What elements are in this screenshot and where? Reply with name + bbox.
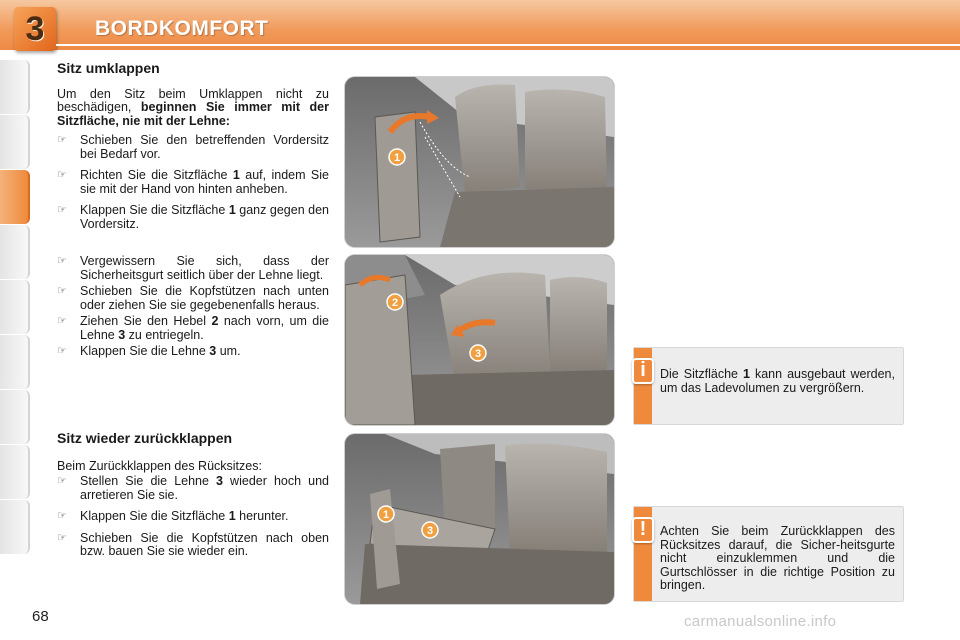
header-divider bbox=[56, 44, 960, 46]
section-fold-seat-continued bbox=[57, 255, 329, 362]
unfold-steps-list bbox=[57, 475, 329, 559]
step-item: ☞ Klappen Sie die Lehne 3 um. bbox=[57, 344, 241, 358]
chapter-tab-8[interactable] bbox=[0, 445, 30, 499]
unfold-intro: Beim Zurückklappen des Rücksitzes: bbox=[57, 458, 262, 473]
step-item: ☞ Klappen Sie die Sitzfläche 1 herunter. bbox=[57, 509, 289, 523]
callout-label: 1 bbox=[393, 152, 401, 164]
chapter-tab-6[interactable] bbox=[0, 335, 30, 389]
chapter-tab-4[interactable] bbox=[0, 225, 30, 279]
pointing-hand-icon: ☞ bbox=[57, 510, 67, 522]
pointing-hand-icon: ☞ bbox=[57, 134, 67, 146]
page-number: 68 bbox=[32, 608, 49, 625]
info-icon: i bbox=[632, 358, 654, 384]
callout-label: 2 bbox=[391, 297, 399, 309]
intro-bold-text: beginnen Sie immer mit der Sitzfläche, nie mit der Lehne: bbox=[57, 100, 329, 128]
pointing-hand-icon: ☞ bbox=[57, 204, 67, 216]
figure-seat-return bbox=[345, 434, 614, 604]
chapter-tab-3-active[interactable] bbox=[0, 170, 30, 224]
chapter-tab-5[interactable] bbox=[0, 280, 30, 334]
chapter-tab-9[interactable] bbox=[0, 500, 30, 554]
chapter-tab-rail bbox=[0, 60, 30, 580]
figure-seat-cushion-raise bbox=[345, 77, 614, 247]
fold-steps-list-b bbox=[57, 255, 329, 359]
section-heading: Sitz umklappen bbox=[57, 60, 160, 76]
step-item: ☞ Richten Sie die Sitzfläche 1 auf, indem Sie sie mit der Hand von hinten anheben. bbox=[57, 168, 329, 196]
section-heading: Sitz wieder zurückklappen bbox=[57, 430, 233, 446]
pointing-hand-icon: ☞ bbox=[57, 315, 67, 327]
step-item: ☞ Klappen Sie die Sitzfläche 1 ganz gegen den Vordersitz. bbox=[57, 203, 330, 231]
step-item: ☞ Ziehen Sie den Hebel 2 nach vorn, um die Lehne 3 zu entriegeln. bbox=[57, 314, 329, 342]
callout-label: 3 bbox=[474, 348, 482, 360]
chapter-number: 3 bbox=[25, 9, 45, 48]
step-item: ☞ Schieben Sie die Kopfstützen nach unten oder ziehen Sie sie gegebenenfalls heraus. bbox=[57, 284, 329, 312]
warning-icon: ! bbox=[632, 517, 654, 543]
page-header bbox=[0, 0, 960, 50]
callout-label: 1 bbox=[382, 509, 390, 521]
section-fold-seat bbox=[57, 62, 329, 239]
info-box bbox=[633, 347, 904, 425]
warning-text: Achten Sie beim Zurückklappen des Rücksitzes darauf, die Sicher-heitsgurte nicht einzuklemmen und die Gurtschlösser in die richtige Position zu bringen. bbox=[660, 524, 895, 592]
chapter-tab-7[interactable] bbox=[0, 390, 30, 444]
pointing-hand-icon: ☞ bbox=[57, 345, 67, 357]
pointing-hand-icon: ☞ bbox=[57, 255, 67, 267]
chapter-tab-2[interactable] bbox=[0, 115, 30, 169]
step-item: ☞ Schieben Sie die Kopfstützen nach oben bzw. bauen Sie sie wieder ein. bbox=[57, 530, 329, 558]
callout-label: 3 bbox=[426, 525, 434, 537]
pointing-hand-icon: ☞ bbox=[57, 285, 67, 297]
section-unfold-seat bbox=[57, 432, 329, 567]
intro-text: Um den Sitz beim Umklappen nicht zu beschädigen, bbox=[57, 86, 329, 114]
seat-illustration-1 bbox=[345, 77, 614, 247]
chapter-badge bbox=[14, 7, 56, 51]
intro-paragraph bbox=[57, 88, 329, 129]
figure-backrest-release bbox=[345, 255, 614, 425]
pointing-hand-icon: ☞ bbox=[57, 475, 67, 487]
watermark: carmanualsonline.info bbox=[684, 613, 837, 630]
chapter-title: BORDKOMFORT bbox=[95, 17, 269, 40]
fold-steps-list-a bbox=[57, 134, 329, 231]
step-item: ☞ Schieben Sie den betreffenden Vordersitz bei Bedarf vor. bbox=[57, 133, 329, 161]
seat-illustration-2 bbox=[345, 255, 614, 425]
seat-illustration-3 bbox=[345, 434, 614, 604]
info-text: Die Sitzfläche 1 kann ausgebaut werden, um das Ladevolumen zu vergrößern. bbox=[660, 367, 895, 395]
step-item: ☞ Stellen Sie die Lehne 3 wieder hoch und arretieren Sie sie. bbox=[57, 474, 329, 502]
pointing-hand-icon: ☞ bbox=[57, 169, 67, 181]
step-item: ☞ Vergewissern Sie sich, dass der Sicherheitsgurt seitlich über der Lehne liegt. bbox=[57, 254, 329, 282]
chapter-tab-1[interactable] bbox=[0, 60, 30, 114]
pointing-hand-icon: ☞ bbox=[57, 531, 67, 544]
warning-box bbox=[633, 506, 904, 602]
